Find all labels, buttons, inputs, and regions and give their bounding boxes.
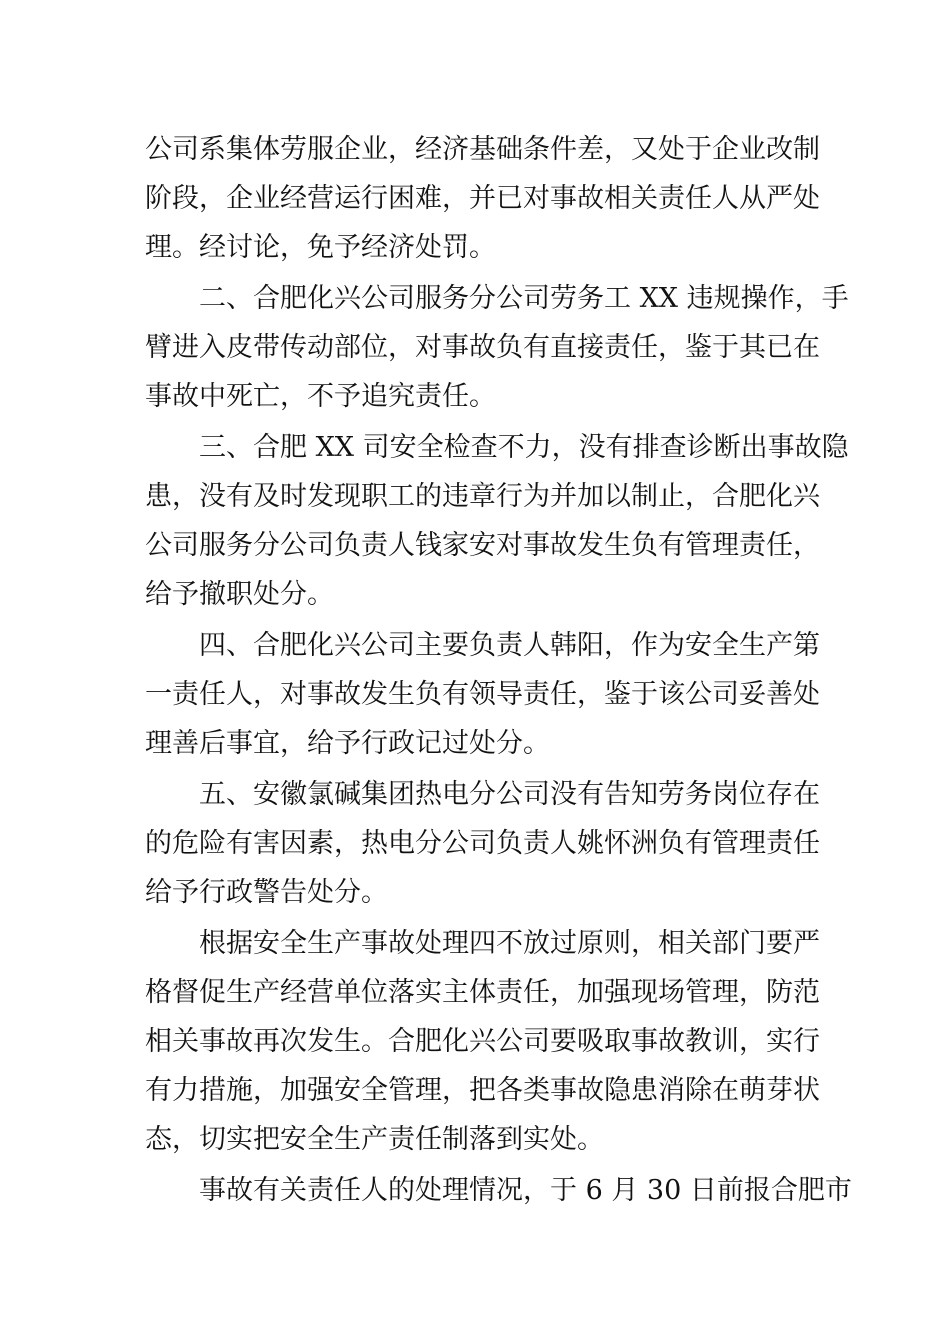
text-line: 给予撤职处分。 <box>145 579 334 610</box>
text-line: 给予行政警告处分。 <box>145 877 388 908</box>
text-line: 臂进入皮带传动部位，对事故负有直接责任，鉴于其已在 <box>145 332 820 363</box>
text-line: 患，没有及时发现职工的违章行为并加以制止，合肥化兴 <box>145 481 820 512</box>
paragraph-start-line: 四、合肥化兴公司主要负责人韩阳，作为安全生产第 <box>199 630 820 661</box>
text-line: 的危险有害因素，热电分公司负责人姚怀洲负有管理责任 <box>145 828 820 859</box>
text-line: 相关事故再次发生。合肥化兴公司要吸取事故教训，实行 <box>145 1026 820 1057</box>
paragraph-start-line: 根据安全生产事故处理四不放过原则，相关部门要严 <box>199 928 820 959</box>
paragraph-start-line: 二、合肥化兴公司服务分公司劳务工 XX 违规操作，手 <box>199 283 849 314</box>
text-line: 一责任人，对事故发生负有领导责任，鉴于该公司妥善处 <box>145 679 820 710</box>
text-line: 格督促生产经营单位落实主体责任，加强现场管理，防范 <box>145 977 820 1008</box>
text-line: 公司服务分公司负责人钱家安对事故发生负有管理责任， <box>145 530 820 561</box>
paragraph-start-line: 三、合肥 XX 司安全检查不力，没有排查诊断出事故隐 <box>199 432 849 463</box>
text-line: 事故中死亡，不予追究责任。 <box>145 381 496 412</box>
text-line: 阶段，企业经营运行困难，并已对事故相关责任人从严处 <box>145 183 820 214</box>
text-line: 有力措施，加强安全管理，把各类事故隐患消除在萌芽状 <box>145 1075 820 1106</box>
paragraph-start-line: 五、安徽氯碱集团热电分公司没有告知劳务岗位存在 <box>199 779 820 810</box>
text-line: 理。经讨论，免予经济处罚。 <box>145 232 496 263</box>
paragraph-start-line: 事故有关责任人的处理情况，于 6 月 30 日前报合肥市 <box>199 1175 852 1206</box>
text-line: 态，切实把安全生产责任制落到实处。 <box>145 1124 604 1155</box>
text-line: 公司系集体劳服企业，经济基础条件差，又处于企业改制 <box>145 134 820 165</box>
text-line: 理善后事宜，给予行政记过处分。 <box>145 728 550 759</box>
